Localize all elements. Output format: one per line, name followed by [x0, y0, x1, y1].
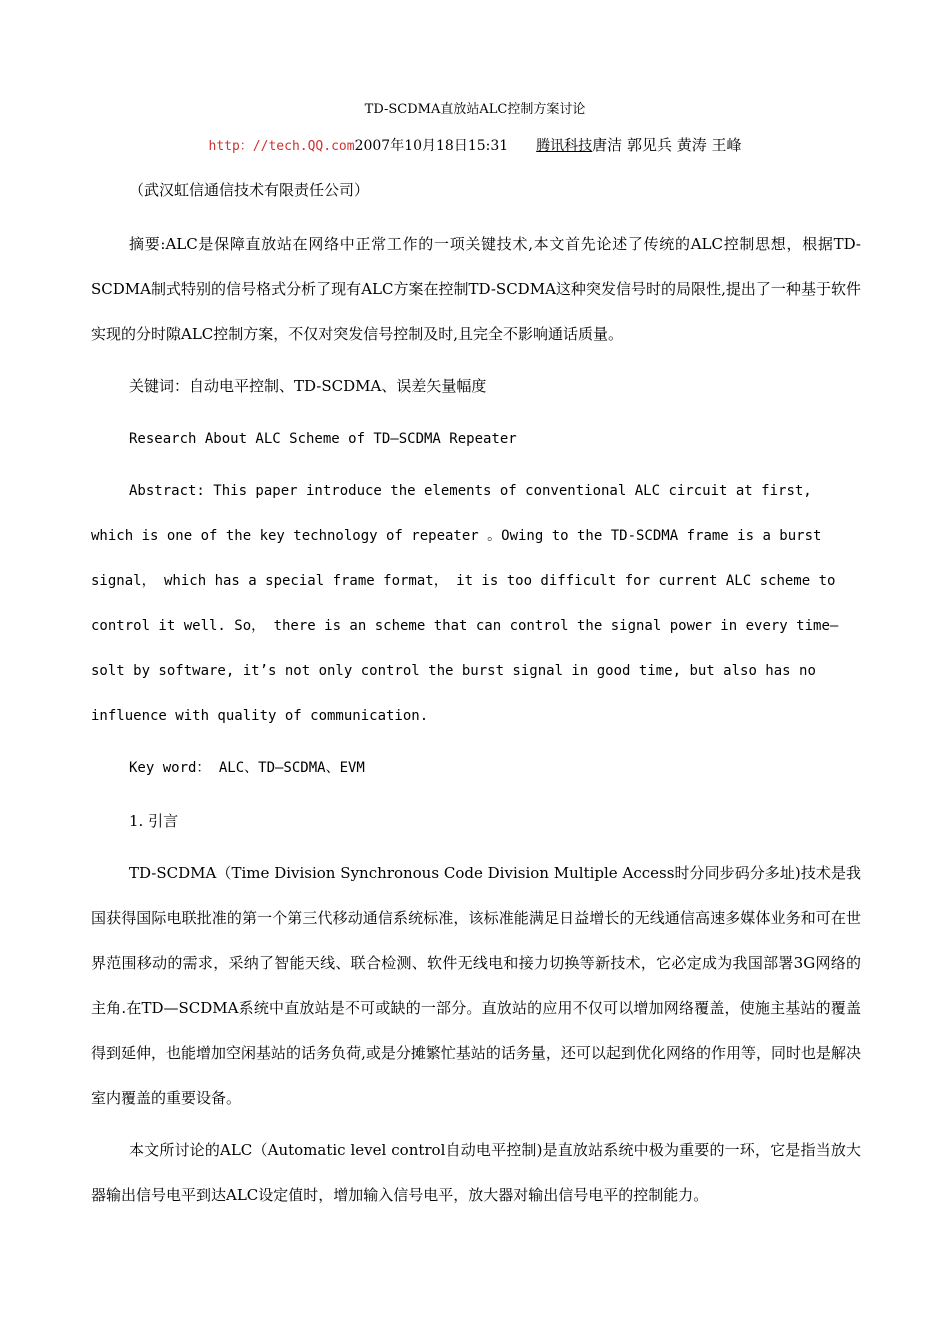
intro-p2-block [91, 1128, 861, 1218]
intro-p1-block [91, 851, 861, 1121]
keywords-en: Key word： ALC、TD—SCDMA、EVM [129, 760, 365, 776]
keywords-cn-block [91, 364, 861, 409]
article-meta [0, 134, 950, 158]
authors: 唐洁 郭见兵 黄涛 王峰 [592, 136, 742, 154]
intro-paragraph-1: TD-SCDMA（Time Division Synchronous Code Division Multiple Access时分同步码分多址)技术是我国获得国际电联批准的第一个第三代移动通信系统标准，该标准能满足日益增长的无线通信高速多媒体业务和可在世界范围移动的需求，采纳了智能天线、联合检测、软件无线电和接力切换等新技术，它必定成为我国部署3G网络的主角.在TD—SCDMA系统中直放站是不可或缺的一部分。直放站的应用不仅可以增加网络覆盖，使施主基站的覆盖得到延伸，也能增加空闲基站的话务负荷,或是分摊繁忙基站的话务量，还可以起到优化网络的作用等，同时也是解决室内覆盖的重要设备。 [91, 864, 861, 1107]
affiliation-block [91, 168, 861, 213]
intro-paragraph-2: 本文所讨论的ALC（Automatic level control自动电平控制)是直放站系统中极为重要的一环，它是指当放大器输出信号电平到达ALC设定值时，增加输入信号电平，放大器对输出信号电平的控制能力。 [91, 1141, 861, 1204]
publish-datetime: 2007年10月18日15:31 [354, 138, 509, 154]
section-heading-1: 1. 引言 [129, 812, 179, 830]
keywords-en-block [91, 746, 861, 791]
title-en-block [91, 417, 861, 462]
abstract-cn: 摘要:ALC是保障直放站在网络中正常工作的一项关键技术,本文首先论述了传统的ALC控制思想，根据TD-SCDMA制式特别的信号格式分析了现有ALC方案在控制TD-SCDMA这种突发信号时的局限性,提出了一种基于软件实现的分时隙ALC控制方案，不仅对突发信号控制及时,且完全不影响通话质量。 [91, 235, 861, 343]
abstract-cn-block [91, 222, 861, 357]
source-link[interactable]: 腾讯科技 [536, 138, 593, 154]
title-en: Research About ALC Scheme of TD—SCDMA Repeater [129, 431, 517, 447]
abstract-en-block [91, 469, 861, 739]
article-title: TD-SCDMA直放站ALC控制方案讨论 [364, 102, 586, 117]
source-url-link[interactable]: http：//tech.QQ.com [208, 139, 355, 154]
affiliation: （武汉虹信通信技术有限责任公司） [129, 181, 370, 199]
section-heading-block [91, 799, 861, 844]
keywords-cn: 关键词：自动电平控制、TD-SCDMA、误差矢量幅度 [129, 377, 487, 395]
abstract-en: Abstract: This paper introduce the elements of conventional ALC circuit at first, which is one of the key technology of repeater 。Owing to the TD-SCDMA frame is a burst signal， which has a special frame format， it is too difficult for current ALC scheme to control it well. So， there is an scheme that can control the signal power in every time—solt by software, it’s not only control the burst signal in good time, but also has no influence with quality of communication. [91, 483, 839, 724]
